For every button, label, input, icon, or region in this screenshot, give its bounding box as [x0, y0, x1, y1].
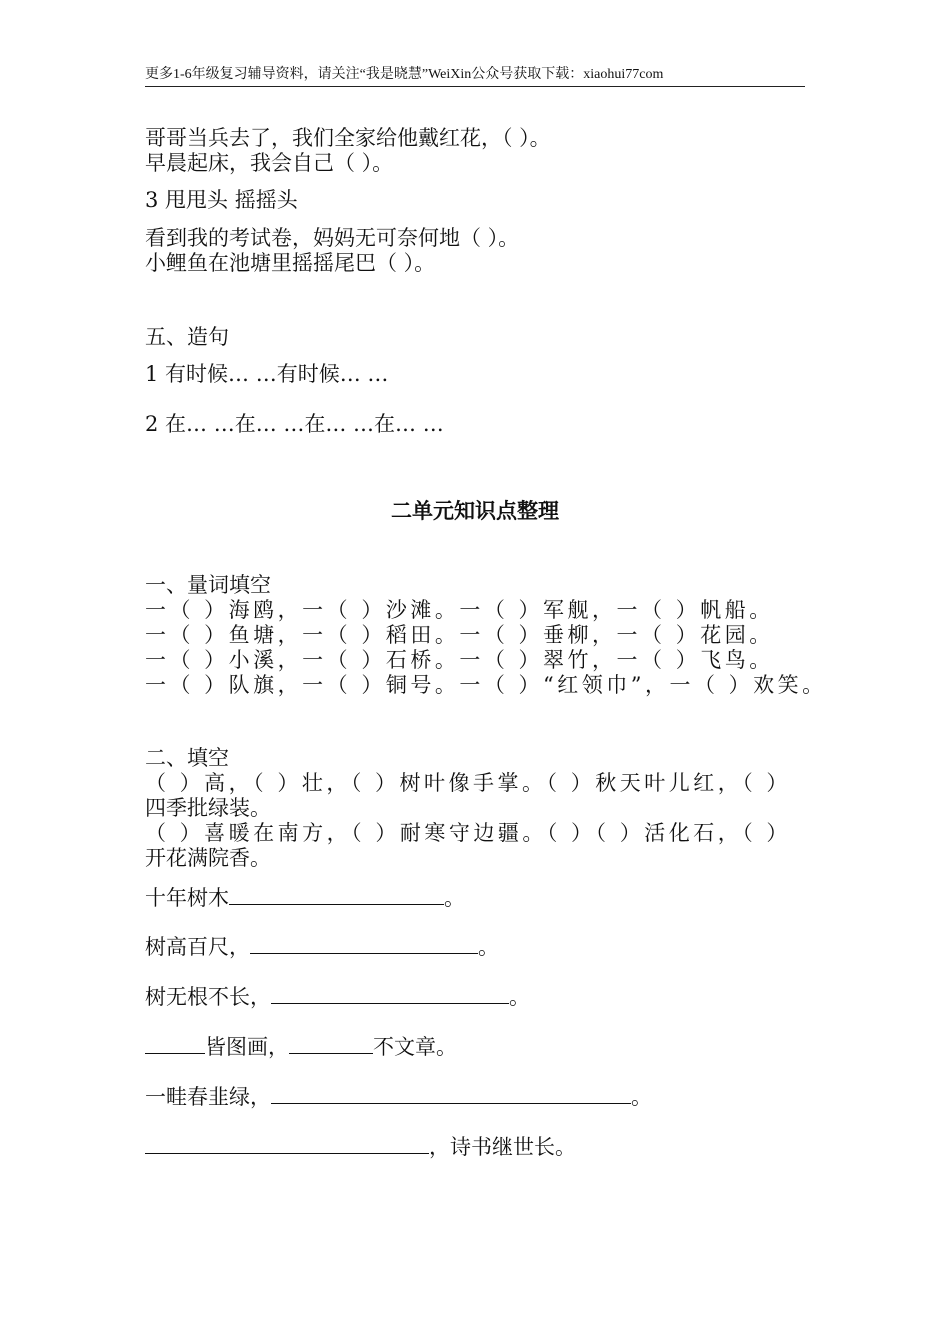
sentence-item: 1 有时候… …有时候… …: [145, 362, 389, 386]
proverb-text: 。: [444, 886, 465, 910]
page-header: 更多1-6年级复习辅导资料，请关注“我是晓慧”WeiXin公众号获取下载：xiaohui77com: [145, 66, 805, 87]
unit-title: 二单元知识点整理: [391, 498, 559, 523]
measure-row: 一（ ）鱼塘，一（ ）稻田。一（ ）垂柳，一（ ）花园。: [145, 623, 774, 647]
proverb-line: [145, 1133, 576, 1160]
proverb-text: 。: [631, 1085, 652, 1109]
proverb-line: [145, 1083, 652, 1110]
fill-row: （ ）高，（ ）壮，（ ）树叶像手掌。（ ）秋天叶儿红，（ ）: [145, 771, 791, 795]
word-pair-line: 3 甩甩头 摇摇头: [145, 188, 298, 212]
measure-row: 一（ ）队旗，一（ ）铜号。一（ ）“红领巾”，一（ ）欢笑。: [145, 673, 827, 697]
proverb-line: [145, 933, 499, 960]
answer-blank[interactable]: [271, 983, 509, 1004]
answer-blank[interactable]: [145, 1133, 429, 1154]
proverb-text: 树高百尺，: [145, 935, 250, 959]
answer-blank[interactable]: [289, 1033, 373, 1054]
answer-blank[interactable]: [271, 1083, 631, 1104]
proverb-text: 树无根不长，: [145, 985, 271, 1009]
answer-blank[interactable]: [229, 884, 444, 905]
sentence-line: 小鲤鱼在池塘里摇摇尾巴（ ）。: [145, 251, 436, 275]
answer-blank[interactable]: [250, 933, 478, 954]
proverb-text: 。: [509, 985, 530, 1009]
answer-blank[interactable]: [145, 1033, 205, 1054]
proverb-line: [145, 983, 530, 1010]
proverb-text: 一畦春韭绿，: [145, 1085, 271, 1109]
fill-row: 开花满院香。: [145, 846, 271, 870]
sentence-line: 早晨起床，我会自己（ ）。: [145, 151, 394, 175]
measure-row: 一（ ）海鸥，一（ ）沙滩。一（ ）军舰，一（ ）帆船。: [145, 598, 774, 622]
fill-row: 四季批绿装。: [145, 796, 271, 820]
proverb-line: [145, 1033, 457, 1060]
section-heading: 五、造句: [145, 325, 229, 349]
proverb-text: 不文章。: [373, 1035, 457, 1059]
sentence-line: 看到我的考试卷，妈妈无可奈何地（ ）。: [145, 226, 520, 250]
sentence-line: 哥哥当兵去了，我们全家给他戴红花，（ ）。: [145, 126, 551, 150]
section-heading: 一、量词填空: [145, 573, 271, 597]
fill-row: （ ）喜暖在南方，（ ）耐寒守边疆。（ ）（ ）活化石，（ ）: [145, 821, 791, 845]
proverb-line: [145, 884, 465, 911]
proverb-text: 皆图画，: [205, 1035, 289, 1059]
proverb-text: 。: [478, 935, 499, 959]
proverb-text: 十年树木: [145, 886, 229, 910]
measure-row: 一（ ）小溪，一（ ）石桥。一（ ）翠竹，一（ ）飞鸟。: [145, 648, 774, 672]
proverb-text: ，诗书继世长。: [429, 1135, 576, 1159]
section-heading: 二、填空: [145, 746, 229, 770]
sentence-item: 2 在… …在… …在… …在… …: [145, 412, 444, 436]
